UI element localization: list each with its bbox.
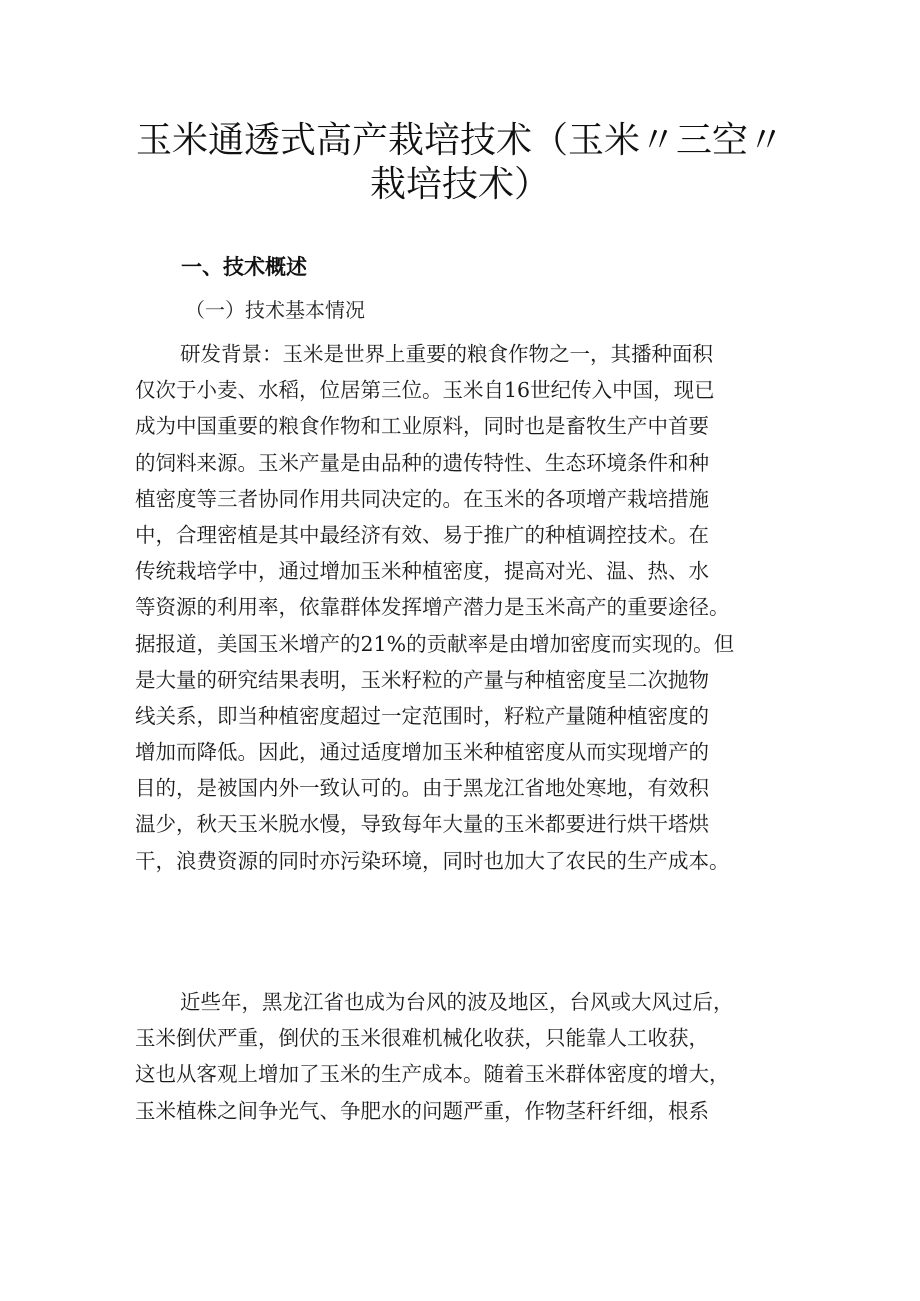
document-title-line-2: 栽培技术） <box>369 164 550 205</box>
paragraph-research-background <box>135 336 795 879</box>
subsection-heading: （一）技术基本情况 <box>185 298 365 322</box>
paragraph-line: 温少，秋天玉米脱水慢，导致每年大量的玉米都要进行烘干塔烘 <box>135 812 709 837</box>
paragraph-line: 的饲料来源。玉米产量是由品种的遗传特性、生态环境条件和种 <box>135 450 709 475</box>
paragraph-line: 目的，是被国内外一致认可的。由于黑龙江省地处寒地，有效积 <box>135 776 709 801</box>
paragraph-line: 中，合理密植是其中最经济有效、易于推广的种植调控技术。在 <box>135 522 709 547</box>
paragraph-line: 玉米植株之间争光气、争肥水的问题严重，作物茎秆纤细，根系 <box>135 1098 709 1123</box>
paragraph-line: 研发背景：玉米是世界上重要的粮食作物之一，其播种面积 <box>180 342 713 366</box>
paragraph-line: 是大量的研究结果表明，玉米籽粒的产量与种植密度呈二次抛物 <box>135 667 709 692</box>
paragraph-line: 植密度等三者协同作用共同决定的。在玉米的各项增产栽培措施 <box>135 486 709 511</box>
paragraph-line: 传统栽培学中，通过增加玉米种植密度，提高对光、温、热、水 <box>135 559 709 584</box>
paragraph-line: 据报道，美国玉米增产的21%的贡献率是由增加密度而实现的。但 <box>135 631 735 656</box>
paragraph-line: 成为中国重要的粮食作物和工业原料，同时也是畜牧生产中首要 <box>135 414 709 439</box>
paragraph-line: 仅次于小麦、水稻，位居第三位。玉米自16世纪传入中国，现已 <box>135 378 715 403</box>
paragraph-line: 线关系，即当种植密度超过一定范围时，籽粒产量随种植密度的 <box>135 703 709 728</box>
section-heading: 一、技术概述 <box>181 255 307 279</box>
paragraph-line: 近些年，黑龙江省也成为台风的波及地区，台风或大风过后， <box>180 990 734 1014</box>
paragraph-line: 干，浪费资源的同时亦污染环境，同时也加大了农民的生产成本。 <box>135 848 730 873</box>
paragraph-line: 这也从客观上增加了玉米的生产成本。随着玉米群体密度的增大， <box>135 1062 730 1087</box>
document-title-line-1: 玉米通透式高产栽培技术（玉米〃三空〃 <box>135 120 784 161</box>
paragraph-line: 玉米倒伏严重，倒伏的玉米很难机械化收获，只能靠人工收获， <box>135 1026 709 1051</box>
paragraph-recent-years <box>135 984 795 1129</box>
paragraph-line: 增加而降低。因此，通过适度增加玉米种植密度从而实现增产的 <box>135 740 709 765</box>
paragraph-line: 等资源的利用率，依靠群体发挥增产潜力是玉米高产的重要途径。 <box>135 595 730 620</box>
